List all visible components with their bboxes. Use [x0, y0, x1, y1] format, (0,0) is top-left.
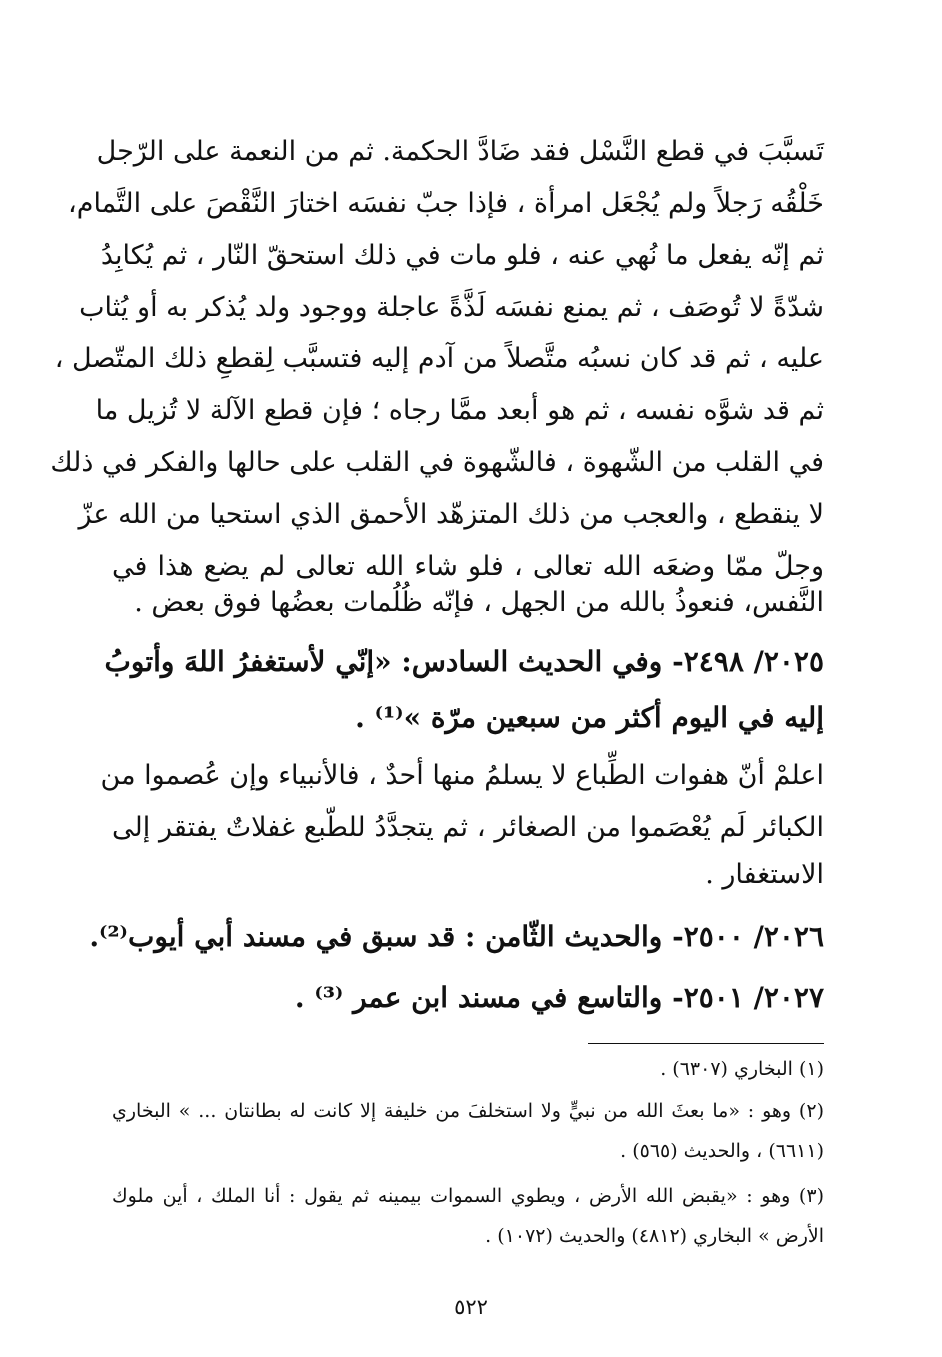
page-number: ٥٢٢	[454, 1295, 488, 1319]
footnote: (٣) وهو : «يقبض الله الأرض ، ويطوي السموات بيمينه ثم يقول : أنا الملك ، أين ملوك	[112, 1185, 824, 1207]
body-line: وجلّ ممّا وضعَه الله تعالى ، فلو شاء الله تعالى لم يضع هذا في	[112, 551, 824, 582]
body-line: الكبائر لَم يُعْصَموا من الصغائر ، ثم يتجدَّدُ للطّبع غفلاتٌ يفتقر إلى	[112, 812, 824, 843]
body-line: عليه ، ثم قد كان نسبُه متَّصلاً من آدم إليه فتسبَّب لِقطعِ ذلك المتّصل ،	[54, 343, 824, 374]
body-line: النَّفس، فنعوذُ بالله من الجهل ، فإنّه ظُلُمات بعضُها فوق بعض .	[134, 587, 824, 618]
body-line: ثم إنّه يفعل ما نُهي عنه ، فلو مات في ذلك استحقّ النّار ، ثم يُكابِدُ	[100, 240, 824, 271]
footnote: (٢) وهو : «ما بعثَ الله من نبيٍّ ولا استخلفَ من خليفة إلا كانت له بطانتان ... » البخاري	[112, 1100, 824, 1122]
body-line: ثم قد شوَّه نفسه ، ثم هو أبعد ممَّا رجاه ؛ فإن قطع الآلة لا تُزيل ما	[95, 395, 824, 426]
footnote-continued: (٦٦١١) ، والحديث (٥٦٥) .	[620, 1140, 824, 1162]
footnote: (١) البخاري (٦٣٠٧) .	[660, 1058, 824, 1080]
hadith-heading-continued: إليه في اليوم أكثر من سبعين مرّة »⁽¹⁾ .	[355, 701, 824, 734]
body-line: لا ينقطع ، والعجب من ذلك المتزهّد الأحمق الذي استحيا من الله عزّ	[78, 499, 824, 530]
hadith-heading: ٢٠٢٥/ ٢٤٩٨- وفي الحديث السادس: «إنّي لأستغفرُ اللهَ وأتوبُ	[104, 645, 824, 678]
footnote-separator	[588, 1043, 824, 1044]
hadith-heading: ٢٠٢٧/ ٢٥٠١- والتاسع في مسند ابن عمر ⁽³⁾ .	[294, 981, 824, 1014]
footnote-continued: الأرض » البخاري (٤٨١٢) والحديث (١٠٧٢) .	[485, 1225, 824, 1247]
hadith-heading: ٢٠٢٦/ ٢٥٠٠- والحديث الثّامن : قد سبق في مسند أبي أيوب⁽²⁾.	[89, 920, 824, 953]
body-line: اعلمْ أنّ هفوات الطِّباع لا يسلمُ منها أحدٌ ، فالأنبياء وإن عُصموا من	[100, 760, 824, 791]
body-line: تَسبَّبَ في قطع النَّسْل فقد ضَادَّ الحكمة. ثم من النعمة على الرّجل	[96, 136, 824, 167]
body-line: خَلْقُه رَجلاً ولم يُجْعَل امرأة ، فإذا جبّ نفسَه اختارَ النَّقْصَ على التَّمام،	[68, 188, 824, 219]
body-line: الاستغفار .	[705, 859, 824, 890]
body-line: في القلب من الشّهوة ، فالشّهوة في القلب على حالها والفكر في ذلك	[50, 447, 824, 478]
body-line: شدّةً لا تُوصَف ، ثم يمنع نفسَه لَذَّةً عاجلة ووجود ولد يُذكر به أو يُثاب	[79, 292, 824, 323]
